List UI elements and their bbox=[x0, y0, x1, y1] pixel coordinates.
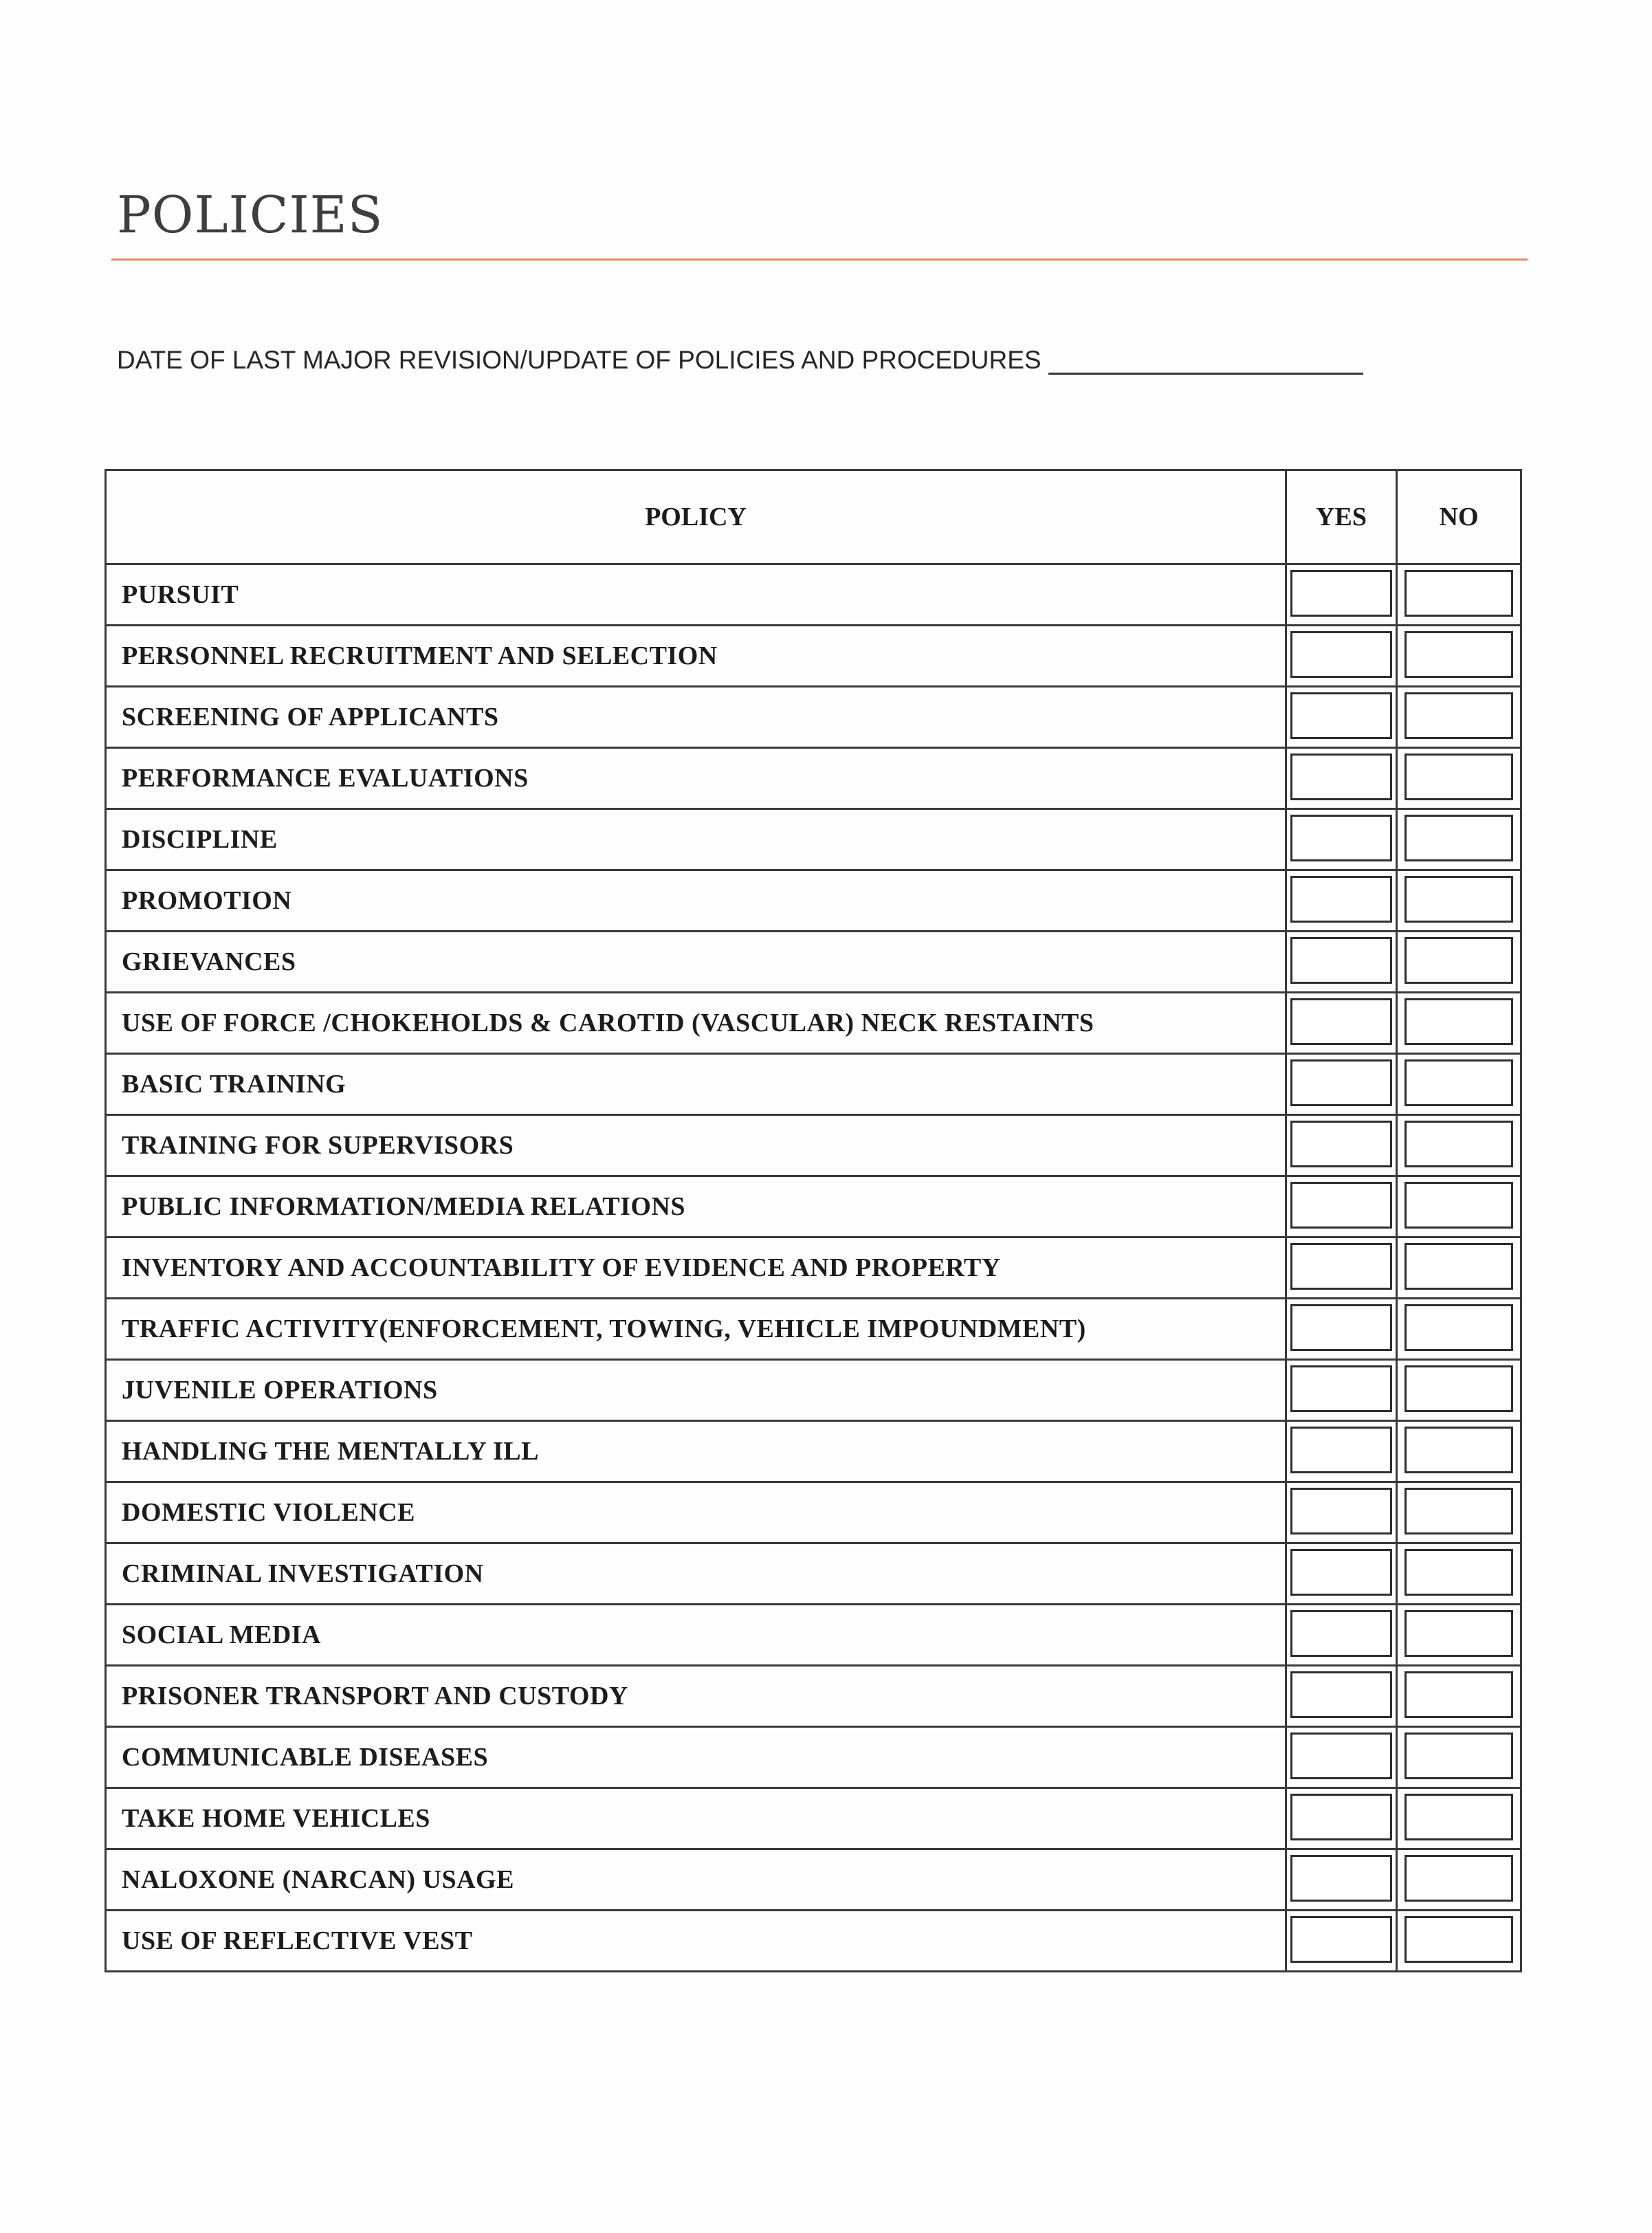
no-checkbox[interactable] bbox=[1405, 1549, 1513, 1596]
no-cell bbox=[1397, 1054, 1521, 1115]
yes-cell bbox=[1286, 1543, 1397, 1605]
no-checkbox[interactable] bbox=[1405, 876, 1513, 923]
revision-date-line bbox=[117, 345, 1363, 375]
yes-checkbox[interactable] bbox=[1290, 1671, 1392, 1718]
yes-checkbox[interactable] bbox=[1290, 1610, 1392, 1657]
table-row bbox=[106, 1911, 1521, 1972]
yes-checkbox[interactable] bbox=[1290, 754, 1392, 800]
yes-checkbox[interactable] bbox=[1290, 1243, 1392, 1290]
yes-cell bbox=[1286, 1849, 1397, 1911]
no-cell bbox=[1397, 1727, 1521, 1788]
no-column-header: NO bbox=[1397, 470, 1521, 564]
no-checkbox[interactable] bbox=[1405, 1916, 1513, 1963]
yes-checkbox[interactable] bbox=[1290, 1182, 1392, 1229]
policy-name: DOMESTIC VIOLENCE bbox=[106, 1482, 1286, 1543]
no-checkbox[interactable] bbox=[1405, 1243, 1513, 1290]
no-checkbox[interactable] bbox=[1405, 1855, 1513, 1902]
title-divider bbox=[111, 258, 1528, 261]
yes-cell bbox=[1286, 1176, 1397, 1238]
yes-checkbox[interactable] bbox=[1290, 1732, 1392, 1779]
no-cell bbox=[1397, 993, 1521, 1054]
no-cell bbox=[1397, 1605, 1521, 1666]
yes-cell bbox=[1286, 1421, 1397, 1482]
revision-date-blank[interactable] bbox=[1048, 345, 1363, 375]
no-cell bbox=[1397, 1849, 1521, 1911]
yes-cell bbox=[1286, 1911, 1397, 1972]
yes-cell bbox=[1286, 1299, 1397, 1360]
yes-checkbox[interactable] bbox=[1290, 1121, 1392, 1167]
no-cell bbox=[1397, 870, 1521, 932]
yes-cell bbox=[1286, 870, 1397, 932]
policy-name: COMMUNICABLE DISEASES bbox=[106, 1727, 1286, 1788]
policy-name: JUVENILE OPERATIONS bbox=[106, 1360, 1286, 1421]
yes-cell bbox=[1286, 1054, 1397, 1115]
no-checkbox[interactable] bbox=[1405, 1182, 1513, 1229]
policy-table bbox=[104, 469, 1522, 1972]
yes-cell bbox=[1286, 1666, 1397, 1727]
no-checkbox[interactable] bbox=[1405, 570, 1513, 617]
no-cell bbox=[1397, 1176, 1521, 1238]
no-cell bbox=[1397, 1238, 1521, 1299]
yes-cell bbox=[1286, 1360, 1397, 1421]
no-checkbox[interactable] bbox=[1405, 1732, 1513, 1779]
yes-cell bbox=[1286, 809, 1397, 870]
no-checkbox[interactable] bbox=[1405, 1610, 1513, 1657]
yes-cell bbox=[1286, 626, 1397, 687]
table-row bbox=[106, 1543, 1521, 1605]
policy-name: PERFORMANCE EVALUATIONS bbox=[106, 748, 1286, 809]
table-row bbox=[106, 1238, 1521, 1299]
yes-checkbox[interactable] bbox=[1290, 631, 1392, 678]
yes-cell bbox=[1286, 687, 1397, 748]
yes-cell bbox=[1286, 748, 1397, 809]
policy-name: SCREENING OF APPLICANTS bbox=[106, 687, 1286, 748]
table-row bbox=[106, 993, 1521, 1054]
policy-name: PURSUIT bbox=[106, 564, 1286, 626]
table-row bbox=[106, 626, 1521, 687]
policy-rows bbox=[106, 564, 1521, 1972]
yes-checkbox[interactable] bbox=[1290, 1916, 1392, 1963]
table-row bbox=[106, 748, 1521, 809]
yes-cell bbox=[1286, 932, 1397, 993]
table-row bbox=[106, 1788, 1521, 1849]
no-checkbox[interactable] bbox=[1405, 692, 1513, 739]
table-row bbox=[106, 1360, 1521, 1421]
no-checkbox[interactable] bbox=[1405, 937, 1513, 984]
policy-name: PROMOTION bbox=[106, 870, 1286, 932]
no-cell bbox=[1397, 1421, 1521, 1482]
no-cell bbox=[1397, 1115, 1521, 1176]
policy-name: INVENTORY AND ACCOUNTABILITY OF EVIDENCE AND PROPERTY bbox=[106, 1238, 1286, 1299]
policy-name: GRIEVANCES bbox=[106, 932, 1286, 993]
no-checkbox[interactable] bbox=[1405, 1059, 1513, 1106]
no-checkbox[interactable] bbox=[1405, 1365, 1513, 1412]
yes-cell bbox=[1286, 1788, 1397, 1849]
no-cell bbox=[1397, 809, 1521, 870]
policy-name: TRAFFIC ACTIVITY(ENFORCEMENT, TOWING, VEHICLE IMPOUNDMENT) bbox=[106, 1299, 1286, 1360]
table-row bbox=[106, 1727, 1521, 1788]
no-cell bbox=[1397, 1911, 1521, 1972]
policy-name: USE OF REFLECTIVE VEST bbox=[106, 1911, 1286, 1972]
no-cell bbox=[1397, 1299, 1521, 1360]
yes-cell bbox=[1286, 1238, 1397, 1299]
revision-date-label: DATE OF LAST MAJOR REVISION/UPDATE OF POLICIES AND PROCEDURES bbox=[117, 346, 1042, 374]
yes-checkbox[interactable] bbox=[1290, 692, 1392, 739]
yes-cell bbox=[1286, 1727, 1397, 1788]
no-cell bbox=[1397, 932, 1521, 993]
yes-checkbox[interactable] bbox=[1290, 937, 1392, 984]
yes-checkbox[interactable] bbox=[1290, 1365, 1392, 1412]
table-row bbox=[106, 564, 1521, 626]
yes-checkbox[interactable] bbox=[1290, 1549, 1392, 1596]
table-row bbox=[106, 1849, 1521, 1911]
table-row bbox=[106, 1115, 1521, 1176]
table-row bbox=[106, 932, 1521, 993]
no-checkbox[interactable] bbox=[1405, 1304, 1513, 1351]
no-cell bbox=[1397, 687, 1521, 748]
no-checkbox[interactable] bbox=[1405, 1671, 1513, 1718]
yes-checkbox[interactable] bbox=[1290, 1427, 1392, 1473]
table-header-row bbox=[106, 470, 1521, 564]
policy-name: PUBLIC INFORMATION/MEDIA RELATIONS bbox=[106, 1176, 1286, 1238]
yes-checkbox[interactable] bbox=[1290, 1059, 1392, 1106]
yes-checkbox[interactable] bbox=[1290, 1794, 1392, 1840]
yes-checkbox[interactable] bbox=[1290, 1304, 1392, 1351]
yes-cell bbox=[1286, 993, 1397, 1054]
no-checkbox[interactable] bbox=[1405, 1121, 1513, 1167]
yes-cell bbox=[1286, 1605, 1397, 1666]
no-cell bbox=[1397, 1788, 1521, 1849]
yes-checkbox[interactable] bbox=[1290, 570, 1392, 617]
policy-name: BASIC TRAINING bbox=[106, 1054, 1286, 1115]
policy-name: CRIMINAL INVESTIGATION bbox=[106, 1543, 1286, 1605]
policy-column-header: POLICY bbox=[106, 470, 1286, 564]
no-checkbox[interactable] bbox=[1405, 631, 1513, 678]
no-cell bbox=[1397, 1360, 1521, 1421]
policy-name: PRISONER TRANSPORT AND CUSTODY bbox=[106, 1666, 1286, 1727]
yes-checkbox[interactable] bbox=[1290, 998, 1392, 1045]
policy-name: PERSONNEL RECRUITMENT AND SELECTION bbox=[106, 626, 1286, 687]
no-checkbox[interactable] bbox=[1405, 1427, 1513, 1473]
table-row bbox=[106, 1299, 1521, 1360]
policy-name: USE OF FORCE /CHOKEHOLDS & CAROTID (VASCULAR) NECK RESTAINTS bbox=[106, 993, 1286, 1054]
table-row bbox=[106, 687, 1521, 748]
no-cell bbox=[1397, 1543, 1521, 1605]
no-checkbox[interactable] bbox=[1405, 1794, 1513, 1840]
no-checkbox[interactable] bbox=[1405, 1488, 1513, 1534]
policy-name: SOCIAL MEDIA bbox=[106, 1605, 1286, 1666]
table-row bbox=[106, 809, 1521, 870]
page-title: POLICIES bbox=[117, 186, 384, 245]
table-row bbox=[106, 1482, 1521, 1543]
yes-checkbox[interactable] bbox=[1290, 1855, 1392, 1902]
policy-name: TRAINING FOR SUPERVISORS bbox=[106, 1115, 1286, 1176]
no-cell bbox=[1397, 1482, 1521, 1543]
yes-cell bbox=[1286, 1115, 1397, 1176]
no-cell bbox=[1397, 564, 1521, 626]
yes-checkbox[interactable] bbox=[1290, 815, 1392, 861]
table-row bbox=[106, 1421, 1521, 1482]
no-checkbox[interactable] bbox=[1405, 754, 1513, 800]
policy-name: HANDLING THE MENTALLY ILL bbox=[106, 1421, 1286, 1482]
yes-column-header: YES bbox=[1286, 470, 1397, 564]
yes-checkbox[interactable] bbox=[1290, 876, 1392, 923]
table-row bbox=[106, 870, 1521, 932]
table-row bbox=[106, 1176, 1521, 1238]
no-checkbox[interactable] bbox=[1405, 998, 1513, 1045]
no-cell bbox=[1397, 1666, 1521, 1727]
yes-cell bbox=[1286, 1482, 1397, 1543]
policy-name: DISCIPLINE bbox=[106, 809, 1286, 870]
policy-name: TAKE HOME VEHICLES bbox=[106, 1788, 1286, 1849]
yes-checkbox[interactable] bbox=[1290, 1488, 1392, 1534]
no-cell bbox=[1397, 748, 1521, 809]
no-cell bbox=[1397, 626, 1521, 687]
table-row bbox=[106, 1054, 1521, 1115]
policy-name: NALOXONE (NARCAN) USAGE bbox=[106, 1849, 1286, 1911]
no-checkbox[interactable] bbox=[1405, 815, 1513, 861]
table-row bbox=[106, 1605, 1521, 1666]
yes-cell bbox=[1286, 564, 1397, 626]
table-row bbox=[106, 1666, 1521, 1727]
